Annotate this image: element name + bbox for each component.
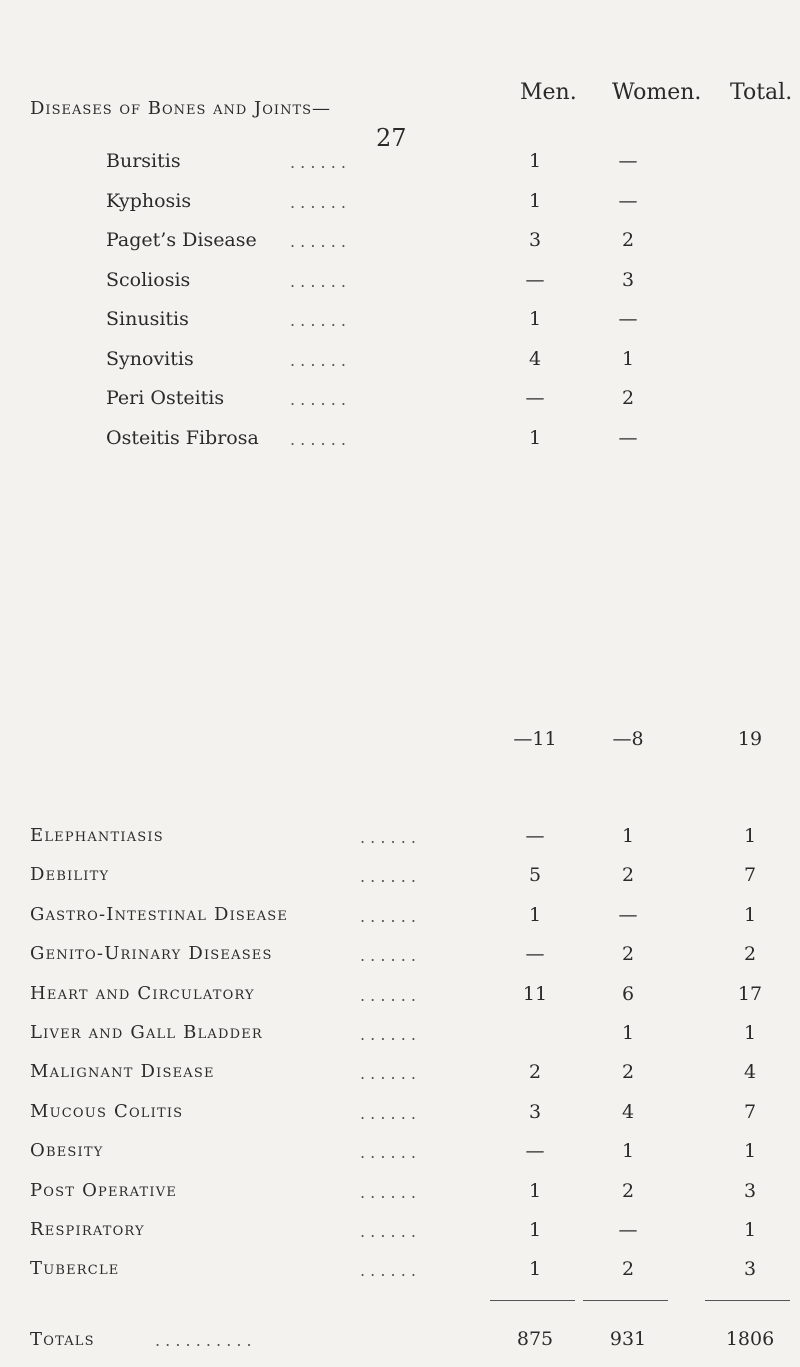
category-label: Heart and Circulatory: [30, 983, 255, 1004]
dot-leader: . . . . . .: [360, 1261, 416, 1280]
dot-leader: . . . . . .: [360, 1025, 416, 1044]
totals-women: 931: [609, 1328, 647, 1350]
category-total: 3: [743, 1180, 757, 1202]
dot-leader: . . . . . .: [360, 1064, 416, 1083]
category-total: 7: [743, 864, 757, 886]
sub-row-men: 1: [528, 190, 542, 212]
dot-leader: . . . . . .: [290, 153, 346, 172]
dot-leader: . . . . . .: [360, 1104, 416, 1123]
subtotal-total: 19: [737, 728, 763, 750]
sub-row-women: 3: [621, 269, 635, 291]
category-label: Tubercle: [30, 1258, 120, 1279]
category-total: 17: [737, 983, 763, 1005]
category-men: 1: [528, 1258, 542, 1280]
category-women: —: [618, 904, 638, 926]
category-label: Liver and Gall Bladder: [30, 1022, 263, 1043]
totals-rule-men: [490, 1300, 575, 1301]
totals-rule-total: [705, 1300, 790, 1301]
category-men: 1: [528, 1219, 542, 1241]
category-women: —: [618, 1219, 638, 1241]
category-total: 7: [743, 1101, 757, 1123]
sub-row-label: Sinusitis: [106, 308, 189, 330]
dot-leader: . . . . . .: [360, 828, 416, 847]
category-women: 2: [621, 1258, 635, 1280]
category-men: —: [525, 943, 545, 965]
category-label: Respiratory: [30, 1219, 145, 1240]
category-men: 1: [528, 1180, 542, 1202]
category-label: Obesity: [30, 1140, 104, 1161]
sub-row-men: 1: [528, 308, 542, 330]
subtotal-women: —8: [612, 728, 644, 750]
dot-leader: . . . . . .: [290, 390, 346, 409]
sub-row-men: —: [525, 387, 545, 409]
category-men: 2: [528, 1061, 542, 1083]
dot-leader: . . . . . .: [360, 1143, 416, 1162]
dot-leader: . . . . . .: [290, 351, 346, 370]
totals-men: 875: [516, 1328, 554, 1350]
totals-total: 1806: [725, 1328, 775, 1350]
sub-row-label: Bursitis: [106, 150, 181, 172]
category-women: 2: [621, 1061, 635, 1083]
category-men: —: [525, 1140, 545, 1162]
sub-row-men: —: [525, 269, 545, 291]
dot-leader: . . . . . .: [360, 986, 416, 1005]
category-women: 4: [621, 1101, 635, 1123]
dot-leader: . . . . . .: [360, 1222, 416, 1241]
sub-row-women: —: [618, 308, 638, 330]
category-total: 1: [743, 904, 757, 926]
sub-row-label: Osteitis Fibrosa: [106, 427, 259, 449]
category-total: 2: [743, 943, 757, 965]
sub-row-men: 3: [528, 229, 542, 251]
category-total: 4: [743, 1061, 757, 1083]
category-women: 2: [621, 864, 635, 886]
dot-leader: . . . . . .: [290, 430, 346, 449]
subtotal-men: —11: [513, 728, 557, 750]
sub-row-men: 1: [528, 427, 542, 449]
section-title: Diseases of Bones and Joints—: [30, 98, 332, 119]
sub-row-label: Scoliosis: [106, 269, 191, 291]
category-men: —: [525, 825, 545, 847]
header-women: Women.: [612, 80, 702, 105]
category-women: 2: [621, 1180, 635, 1202]
sub-row-women: 1: [621, 348, 635, 370]
category-label: Post Operative: [30, 1180, 178, 1201]
sub-row-label: Kyphosis: [106, 190, 192, 212]
category-men: 11: [522, 983, 548, 1005]
category-women: 6: [621, 983, 635, 1005]
totals-label: Totals: [30, 1329, 95, 1350]
category-total: 1: [743, 825, 757, 847]
sub-row-label: Synovitis: [106, 348, 194, 370]
category-label: Elephantiasis: [30, 825, 164, 846]
sub-row-women: 2: [621, 229, 635, 251]
dot-leader: . . . . . .: [360, 867, 416, 886]
category-label: Gastro-Intestinal Disease: [30, 904, 289, 925]
sub-row-label: Paget’s Disease: [106, 229, 257, 251]
dot-leader: . . . . . .: [290, 272, 346, 291]
dot-leader: . . . . . .: [290, 193, 346, 212]
sub-row-women: —: [618, 190, 638, 212]
category-women: 1: [621, 1140, 635, 1162]
category-label: Mucous Colitis: [30, 1101, 184, 1122]
sub-row-men: 1: [528, 150, 542, 172]
sub-row-men: 4: [528, 348, 542, 370]
category-total: 1: [743, 1140, 757, 1162]
totals-leader: . . . . . . . . . .: [155, 1331, 252, 1350]
category-label: Debility: [30, 864, 110, 885]
page-number: 27: [376, 124, 407, 152]
category-women: 2: [621, 943, 635, 965]
header-men: Men.: [520, 80, 577, 105]
category-total: 1: [743, 1022, 757, 1044]
dot-leader: . . . . . .: [360, 946, 416, 965]
sub-row-women: —: [618, 150, 638, 172]
category-label: Genito-Urinary Diseases: [30, 943, 273, 964]
category-label: Malignant Disease: [30, 1061, 215, 1082]
dot-leader: . . . . . .: [290, 311, 346, 330]
category-women: 1: [621, 1022, 635, 1044]
category-men: 5: [528, 864, 542, 886]
dot-leader: . . . . . .: [290, 232, 346, 251]
dot-leader: . . . . . .: [360, 1183, 416, 1202]
category-men: 3: [528, 1101, 542, 1123]
sub-row-women: —: [618, 427, 638, 449]
category-men: 1: [528, 904, 542, 926]
dot-leader: . . . . . .: [360, 907, 416, 926]
header-total: Total.: [730, 80, 793, 105]
sub-row-label: Peri Osteitis: [106, 387, 225, 409]
category-total: 1: [743, 1219, 757, 1241]
totals-rule-women: [583, 1300, 668, 1301]
category-total: 3: [743, 1258, 757, 1280]
category-women: 1: [621, 825, 635, 847]
sub-row-women: 2: [621, 387, 635, 409]
